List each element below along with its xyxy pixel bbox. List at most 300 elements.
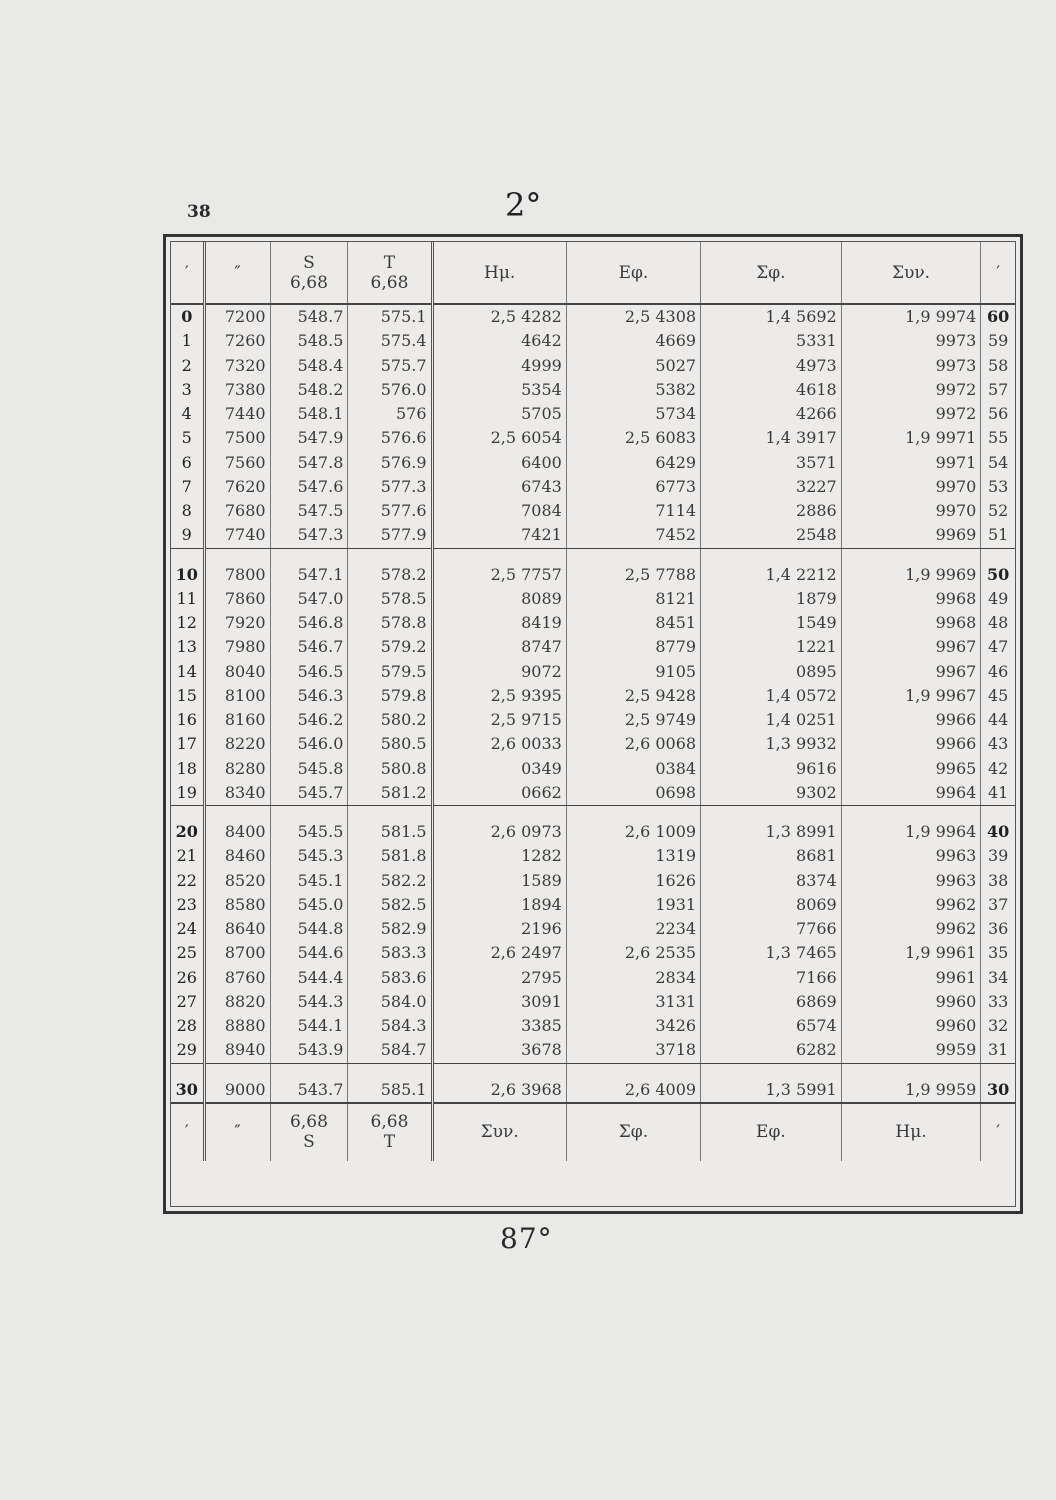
- cell-t: 576.0: [348, 378, 432, 402]
- separator-cell: [348, 548, 432, 563]
- cell-minute: 26: [171, 966, 204, 990]
- cell-s: 547.1: [270, 563, 348, 587]
- cell-sin: 8747: [432, 635, 566, 659]
- footer-minutes-right: ′: [981, 1103, 1015, 1161]
- cell-s: 543.7: [270, 1078, 348, 1103]
- cell-minute: 8: [171, 499, 204, 523]
- cell-sin: 5354: [432, 378, 566, 402]
- cell-tan: 1931: [566, 893, 700, 917]
- cell-cos: 1,9 9964: [841, 820, 981, 844]
- cell-cot: 2886: [701, 499, 842, 523]
- cell-seconds: 8700: [204, 941, 270, 965]
- separator-cell: [348, 1063, 432, 1078]
- cell-minute-right: 32: [987, 1016, 1009, 1036]
- cell-seconds: 7920: [204, 611, 270, 635]
- cell-t: 581.5: [348, 820, 432, 844]
- cell-minute: 29: [171, 1038, 204, 1063]
- table-row: [171, 844, 1015, 868]
- cell-t: 585.1: [348, 1078, 432, 1103]
- table-row: [171, 304, 1015, 329]
- cell-t: 577.3: [348, 475, 432, 499]
- cell-cot: 1879: [701, 587, 842, 611]
- separator-cell: [270, 1063, 348, 1078]
- separator-cell: [270, 806, 348, 821]
- cell-t: 578.5: [348, 587, 432, 611]
- cell-cos: 9963: [841, 844, 981, 868]
- cell-minute: 19: [171, 781, 204, 806]
- cell-minute-right: 39: [987, 846, 1009, 866]
- cell-t: 577.9: [348, 523, 432, 548]
- group-separator: [171, 1063, 1015, 1078]
- cell-s: 543.9: [270, 1038, 348, 1063]
- cell-minute-right: 60: [987, 307, 1010, 327]
- table-row: [171, 378, 1015, 402]
- cell-seconds: 8220: [204, 732, 270, 756]
- table-row: [171, 587, 1015, 611]
- cell-t: 577.6: [348, 499, 432, 523]
- table-row: [171, 563, 1015, 587]
- separator-cell: [432, 548, 566, 563]
- header-t-text: T 6,68: [370, 252, 409, 293]
- cell-minute: 18: [171, 757, 204, 781]
- table-header-row: [171, 242, 1015, 304]
- cell-cot: 1549: [701, 611, 842, 635]
- cell-seconds: 8160: [204, 708, 270, 732]
- footer-sin: Ημ.: [841, 1103, 981, 1161]
- table-row: [171, 329, 1015, 353]
- cell-s: 545.5: [270, 820, 348, 844]
- separator-cell: [270, 548, 348, 563]
- cell-seconds: 7380: [204, 378, 270, 402]
- cell-minute: 3: [171, 378, 204, 402]
- cell-s: 548.4: [270, 354, 348, 378]
- cell-minute-right: 50: [987, 564, 1010, 584]
- cell-minute-right: 56: [987, 404, 1009, 424]
- group-separator: [171, 806, 1015, 821]
- separator-cell: [566, 806, 700, 821]
- cell-minute-right: 47: [987, 637, 1009, 657]
- cell-t: 578.2: [348, 563, 432, 587]
- cell-sin: 2,6 0973: [432, 820, 566, 844]
- cell-cos: 9972: [841, 402, 981, 426]
- cell-tan: 7452: [566, 523, 700, 548]
- cell-cot: 1,4 5692: [701, 304, 842, 329]
- cell-s: 546.0: [270, 732, 348, 756]
- cell-cot: 1221: [701, 635, 842, 659]
- cell-cos: 9966: [841, 708, 981, 732]
- cell-seconds: 7200: [204, 304, 270, 329]
- cell-minute: 11: [171, 587, 204, 611]
- cell-sin: 2,5 7757: [432, 563, 566, 587]
- cell-cot: 7166: [701, 966, 842, 990]
- cell-cot: 9302: [701, 781, 842, 806]
- header-tan: Εφ.: [566, 242, 700, 304]
- cell-tan: 2834: [566, 966, 700, 990]
- table-row: [171, 523, 1015, 548]
- cell-minute-right: 44: [987, 710, 1009, 730]
- cell-sin: 4999: [432, 354, 566, 378]
- cell-minute-right: 53: [987, 476, 1009, 496]
- cell-minute-right: 58: [987, 355, 1009, 375]
- footer-minutes: ′: [171, 1103, 204, 1161]
- cell-minute: 27: [171, 990, 204, 1014]
- cell-tan: 1626: [566, 869, 700, 893]
- table-row: [171, 820, 1015, 844]
- table-row: [171, 1078, 1015, 1103]
- cell-cos: 9973: [841, 329, 981, 353]
- cell-t: 575.1: [348, 304, 432, 329]
- cell-minute-right: 48: [987, 613, 1009, 633]
- cell-minute-right: 38: [987, 870, 1009, 890]
- cell-t: 582.5: [348, 893, 432, 917]
- cell-t: 575.7: [348, 354, 432, 378]
- cell-tan: 2,5 9749: [566, 708, 700, 732]
- cell-cos: 9960: [841, 990, 981, 1014]
- cell-minute: 5: [171, 426, 204, 450]
- cell-t: 578.8: [348, 611, 432, 635]
- table-row: [171, 966, 1015, 990]
- table-row: [171, 635, 1015, 659]
- cell-minute-right: 57: [987, 379, 1009, 399]
- header-s-text: S 6,68: [290, 252, 328, 293]
- cell-cot: 4973: [701, 354, 842, 378]
- table-row: [171, 426, 1015, 450]
- cell-cot: 6574: [701, 1014, 842, 1038]
- cell-tan: 2,5 7788: [566, 563, 700, 587]
- cell-sin: 2,6 0033: [432, 732, 566, 756]
- cell-cos: 9970: [841, 475, 981, 499]
- cell-sin: 2,6 3968: [432, 1078, 566, 1103]
- trig-table-frame: [163, 234, 1023, 1214]
- cell-s: 545.7: [270, 781, 348, 806]
- cell-tan: 5382: [566, 378, 700, 402]
- cell-s: 544.3: [270, 990, 348, 1014]
- cell-minute-right: 45: [987, 685, 1009, 705]
- trig-table: [171, 242, 1015, 1161]
- cell-minute: 12: [171, 611, 204, 635]
- cell-tan: 3426: [566, 1014, 700, 1038]
- cell-tan: 6773: [566, 475, 700, 499]
- table-row: [171, 660, 1015, 684]
- table-row: [171, 757, 1015, 781]
- cell-sin: 3385: [432, 1014, 566, 1038]
- cell-cot: 1,4 0251: [701, 708, 842, 732]
- cell-minute: 1: [171, 329, 204, 353]
- cell-minute-right: 54: [987, 452, 1009, 472]
- cell-tan: 9105: [566, 660, 700, 684]
- cell-cos: 1,9 9974: [841, 304, 981, 329]
- header-seconds: ″: [204, 242, 270, 304]
- footer-cot: Σφ.: [566, 1103, 700, 1161]
- separator-cell: [841, 1063, 981, 1078]
- cell-minute: 24: [171, 917, 204, 941]
- bottom-degree-heading: 87°: [500, 1222, 553, 1255]
- cell-minute: 9: [171, 523, 204, 548]
- cell-t: 576.6: [348, 426, 432, 450]
- cell-minute: 13: [171, 635, 204, 659]
- cell-seconds: 7980: [204, 635, 270, 659]
- cell-minute: 22: [171, 869, 204, 893]
- cell-s: 548.7: [270, 304, 348, 329]
- cell-cos: 9965: [841, 757, 981, 781]
- cell-t: 579.8: [348, 684, 432, 708]
- cell-s: 546.8: [270, 611, 348, 635]
- cell-minute: 4: [171, 402, 204, 426]
- cell-tan: 8451: [566, 611, 700, 635]
- cell-cos: 9962: [841, 893, 981, 917]
- header-cos: Συν.: [841, 242, 981, 304]
- cell-s: 545.3: [270, 844, 348, 868]
- cell-s: 548.5: [270, 329, 348, 353]
- cell-sin: 1894: [432, 893, 566, 917]
- cell-tan: 7114: [566, 499, 700, 523]
- cell-minute-right: 37: [987, 894, 1009, 914]
- separator-cell: [841, 806, 981, 821]
- cell-minute-right: 40: [987, 822, 1010, 842]
- table-footer-row: [171, 1103, 1015, 1161]
- table-row: [171, 917, 1015, 941]
- cell-t: 579.2: [348, 635, 432, 659]
- table-row: [171, 1038, 1015, 1063]
- footer-seconds: ″: [204, 1103, 270, 1161]
- cell-cos: 9963: [841, 869, 981, 893]
- cell-minute: 21: [171, 844, 204, 868]
- top-degree-heading: 2°: [505, 186, 542, 224]
- cell-seconds: 8760: [204, 966, 270, 990]
- cell-minute: 30: [171, 1078, 204, 1103]
- cell-minute-right: 55: [987, 428, 1009, 448]
- cell-s: 547.9: [270, 426, 348, 450]
- cell-tan: 6429: [566, 451, 700, 475]
- cell-cot: 3571: [701, 451, 842, 475]
- cell-sin: 2196: [432, 917, 566, 941]
- table-row: [171, 869, 1015, 893]
- cell-seconds: 8880: [204, 1014, 270, 1038]
- cell-minute: 6: [171, 451, 204, 475]
- cell-s: 544.8: [270, 917, 348, 941]
- table-row: [171, 732, 1015, 756]
- cell-minute-right: 31: [981, 1038, 1015, 1063]
- cell-seconds: 7320: [204, 354, 270, 378]
- cell-minute: 10: [171, 563, 204, 587]
- cell-cos: 9968: [841, 587, 981, 611]
- cell-cos: 1,9 9969: [841, 563, 981, 587]
- cell-cos: 9973: [841, 354, 981, 378]
- cell-s: 544.6: [270, 941, 348, 965]
- cell-cos: 9967: [841, 635, 981, 659]
- cell-cos: 9968: [841, 611, 981, 635]
- cell-cot: 9616: [701, 757, 842, 781]
- cell-cot: 3227: [701, 475, 842, 499]
- cell-minute: 15: [171, 684, 204, 708]
- cell-sin: 8089: [432, 587, 566, 611]
- cell-tan: 3718: [566, 1038, 700, 1063]
- cell-cos: 9960: [841, 1014, 981, 1038]
- page-number: 38: [187, 202, 211, 222]
- table-row: [171, 354, 1015, 378]
- cell-seconds: 8100: [204, 684, 270, 708]
- separator-cell: [701, 1063, 842, 1078]
- cell-cos: 9969: [841, 523, 981, 548]
- cell-cos: 1,9 9959: [841, 1078, 981, 1103]
- cell-t: 575.4: [348, 329, 432, 353]
- table-row: [171, 990, 1015, 1014]
- separator-cell: [981, 1063, 1015, 1078]
- cell-seconds: 8820: [204, 990, 270, 1014]
- cell-minute: 0: [171, 304, 204, 329]
- cell-seconds: 9000: [204, 1078, 270, 1103]
- cell-tan: 0698: [566, 781, 700, 806]
- cell-minute: 23: [171, 893, 204, 917]
- cell-seconds: 7500: [204, 426, 270, 450]
- cell-s: 545.1: [270, 869, 348, 893]
- separator-cell: [981, 806, 1015, 821]
- cell-s: 546.7: [270, 635, 348, 659]
- cell-s: 547.3: [270, 523, 348, 548]
- cell-t: 580.5: [348, 732, 432, 756]
- cell-s: 546.2: [270, 708, 348, 732]
- cell-minute-right: 46: [987, 661, 1009, 681]
- cell-tan: 2,6 4009: [566, 1078, 700, 1103]
- cell-cos: 9961: [841, 966, 981, 990]
- cell-seconds: 7860: [204, 587, 270, 611]
- cell-sin: 2,5 6054: [432, 426, 566, 450]
- cell-cot: 5331: [701, 329, 842, 353]
- cell-tan: 4669: [566, 329, 700, 353]
- cell-t: 584.7: [348, 1038, 432, 1063]
- table-body: [171, 304, 1015, 1103]
- cell-sin: 5705: [432, 402, 566, 426]
- cell-seconds: 7260: [204, 329, 270, 353]
- cell-cos: 9967: [841, 660, 981, 684]
- cell-cot: 1,3 7465: [701, 941, 842, 965]
- separator-cell: [701, 806, 842, 821]
- cell-cot: 8069: [701, 893, 842, 917]
- cell-s: 548.2: [270, 378, 348, 402]
- separator-cell: [432, 1063, 566, 1078]
- cell-cot: 8681: [701, 844, 842, 868]
- cell-cos: 9962: [841, 917, 981, 941]
- cell-minute: 20: [171, 820, 204, 844]
- cell-minute-right: 30: [981, 1078, 1015, 1103]
- cell-s: 544.1: [270, 1014, 348, 1038]
- cell-tan: 3131: [566, 990, 700, 1014]
- cell-seconds: 8940: [204, 1038, 270, 1063]
- cell-sin: 7421: [432, 523, 566, 548]
- cell-sin: 9072: [432, 660, 566, 684]
- cell-t: 576.9: [348, 451, 432, 475]
- cell-sin: 2,5 9715: [432, 708, 566, 732]
- cell-cot: 6282: [701, 1038, 842, 1063]
- cell-cot: 4266: [701, 402, 842, 426]
- cell-s: 547.8: [270, 451, 348, 475]
- cell-cot: 1,3 5991: [701, 1078, 842, 1103]
- cell-t: 584.0: [348, 990, 432, 1014]
- cell-sin: 3678: [432, 1038, 566, 1063]
- cell-seconds: 8520: [204, 869, 270, 893]
- cell-cot: 1,3 9932: [701, 732, 842, 756]
- table-row: [171, 893, 1015, 917]
- cell-tan: 5027: [566, 354, 700, 378]
- cell-tan: 2,5 9428: [566, 684, 700, 708]
- cell-sin: 6400: [432, 451, 566, 475]
- table-row: [171, 402, 1015, 426]
- cell-cot: 1,4 3917: [701, 426, 842, 450]
- cell-t: 582.9: [348, 917, 432, 941]
- cell-minute: 16: [171, 708, 204, 732]
- cell-minute-right: 36: [987, 919, 1009, 939]
- cell-s: 546.5: [270, 660, 348, 684]
- cell-tan: 2234: [566, 917, 700, 941]
- cell-cos: 9971: [841, 451, 981, 475]
- cell-seconds: 7680: [204, 499, 270, 523]
- cell-t: 583.6: [348, 966, 432, 990]
- cell-t: 584.3: [348, 1014, 432, 1038]
- header-cot: Σφ.: [701, 242, 842, 304]
- cell-tan: 8779: [566, 635, 700, 659]
- cell-seconds: 8340: [204, 781, 270, 806]
- header-sin: Ημ.: [432, 242, 566, 304]
- cell-seconds: 8400: [204, 820, 270, 844]
- footer-t-text: 6,68 T: [370, 1112, 409, 1153]
- cell-minute: 17: [171, 732, 204, 756]
- cell-minute: 7: [171, 475, 204, 499]
- group-separator: [171, 548, 1015, 563]
- cell-s: 544.4: [270, 966, 348, 990]
- header-minutes-right: ′: [981, 242, 1015, 304]
- cell-seconds: 8460: [204, 844, 270, 868]
- cell-cos: 9966: [841, 732, 981, 756]
- cell-minute-right: 52: [987, 501, 1009, 521]
- cell-tan: 2,5 6083: [566, 426, 700, 450]
- table-row: [171, 499, 1015, 523]
- cell-minute-right: 59: [987, 331, 1009, 351]
- separator-cell: [171, 548, 204, 563]
- cell-minute-right: 41: [981, 781, 1015, 806]
- cell-sin: 0662: [432, 781, 566, 806]
- separator-cell: [204, 1063, 270, 1078]
- header-t: [348, 242, 432, 304]
- footer-s: [270, 1103, 348, 1161]
- cell-minute-right: 42: [987, 758, 1009, 778]
- cell-minute-right: 33: [987, 991, 1009, 1011]
- cell-s: 545.8: [270, 757, 348, 781]
- separator-cell: [566, 1063, 700, 1078]
- cell-sin: 7084: [432, 499, 566, 523]
- cell-cot: 8374: [701, 869, 842, 893]
- footer-cos: Συν.: [432, 1103, 566, 1161]
- cell-cos: 9964: [841, 781, 981, 806]
- cell-seconds: 7800: [204, 563, 270, 587]
- cell-minute: 14: [171, 660, 204, 684]
- separator-cell: [204, 548, 270, 563]
- cell-seconds: 7740: [204, 523, 270, 548]
- cell-sin: 0349: [432, 757, 566, 781]
- cell-t: 580.8: [348, 757, 432, 781]
- cell-minute: 25: [171, 941, 204, 965]
- cell-cot: 1,3 8991: [701, 820, 842, 844]
- separator-cell: [841, 548, 981, 563]
- cell-minute-right: 43: [987, 734, 1009, 754]
- cell-cos: 1,9 9971: [841, 426, 981, 450]
- separator-cell: [171, 1063, 204, 1078]
- cell-tan: 2,6 1009: [566, 820, 700, 844]
- cell-cot: 4618: [701, 378, 842, 402]
- cell-seconds: 7560: [204, 451, 270, 475]
- cell-minute-right: 49: [987, 588, 1009, 608]
- cell-s: 547.0: [270, 587, 348, 611]
- cell-s: 545.0: [270, 893, 348, 917]
